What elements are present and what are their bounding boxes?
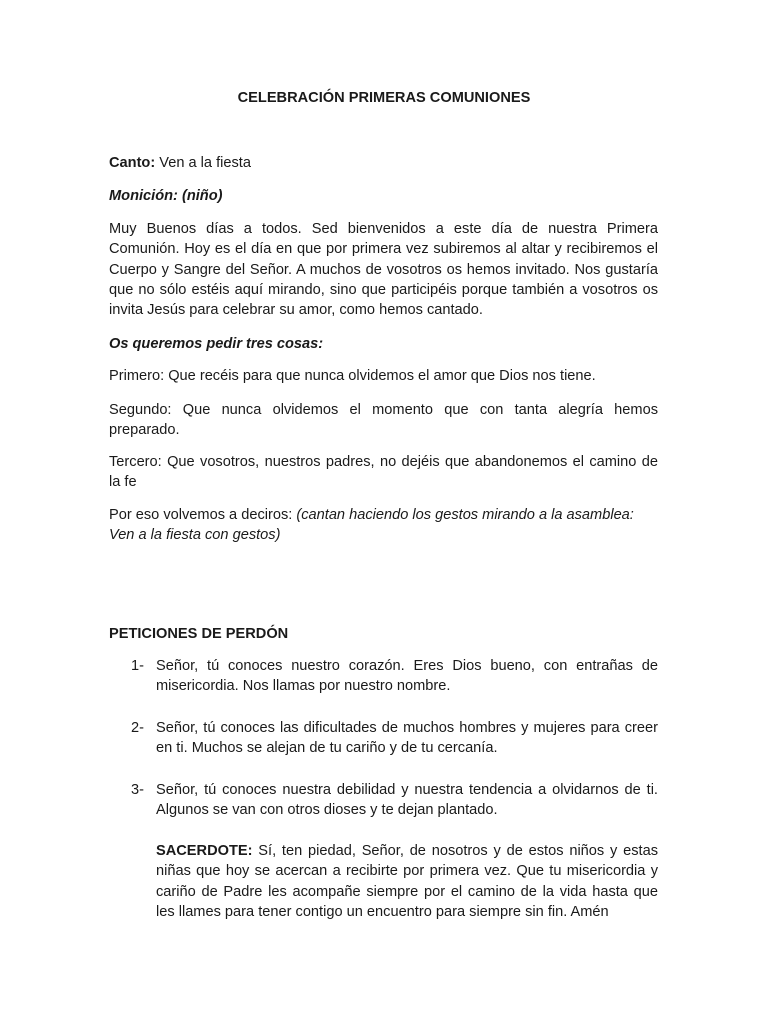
peticion-number: 2- (131, 720, 144, 736)
sacerdote-text: Sí, ten piedad, Señor, de nosotros y de estos niños y estas niñas que hoy se acercan a recibirte por primera vez. Que tu misericordia y cariño de Padre les acompañe siempre por el camino de la vida hasta que les llames para tener contigo un encuentro para siempre sin fin. Amén (156, 843, 658, 920)
closing-text: Por eso volvemos a deciros: (109, 507, 297, 523)
closing-paragraph (109, 505, 658, 546)
peticion-text: Señor, tú conoces nuestro corazón. Eres Dios bueno, con entrañas de misericordia. Nos llamas por nuestro nombre. (156, 658, 658, 695)
peticion-number: 3- (131, 782, 144, 798)
peticion-text: Señor, tú conoces nuestra debilidad y nuestra tendencia a olvidarnos de ti. Algunos se van con otros dioses y te dejan plantado. (156, 782, 658, 819)
tercero-paragraph: Tercero: Que vosotros, nuestros padres, no dejéis que abandonemos el camino de la fe (109, 454, 658, 491)
closing-italic: (cantan haciendo los gestos mirando a la asamblea: Ven a la fiesta con gestos) (109, 507, 634, 544)
sacerdote-paragraph (156, 841, 658, 922)
peticion-text: Señor, tú conoces las dificultades de muchos hombres y mujeres para creer en ti. Muchos se alejan de tu cariño y de tu cercanía. (156, 720, 658, 757)
intro-paragraph: Muy Buenos días a todos. Sed bienvenidos a este día de nuestra Primera Comunión. Hoy es el día en que por primera vez subiremos al altar y recibiremos el Cuerpo y Sangre del Señor. A muchos de vosotros os hemos invitado. Nos gustaría que no sólo estéis aquí mirando, sino que participéis porque también a vosotros os invita Jesús para celebrar su amor, como hemos cantado. (109, 221, 658, 319)
peticiones-heading: PETICIONES DE PERDÓN (109, 626, 289, 642)
sacerdote-label: SACERDOTE: (156, 843, 253, 859)
document-title: CELEBRACIÓN PRIMERAS COMUNIONES (237, 90, 531, 106)
primero-paragraph: Primero: Que recéis para que nunca olvidemos el amor que Dios nos tiene. (109, 368, 596, 384)
pedir-heading: Os queremos pedir tres cosas: (109, 336, 324, 352)
segundo-paragraph: Segundo: Que nunca olvidemos el momento que con tanta alegría hemos preparado. (109, 402, 658, 439)
canto-line (109, 153, 658, 173)
peticion-number: 1- (131, 658, 144, 674)
canto-label: Canto: (109, 155, 156, 171)
monicion-heading: Monición: (niño) (109, 188, 223, 204)
canto-text: Ven a la fiesta (155, 155, 251, 171)
